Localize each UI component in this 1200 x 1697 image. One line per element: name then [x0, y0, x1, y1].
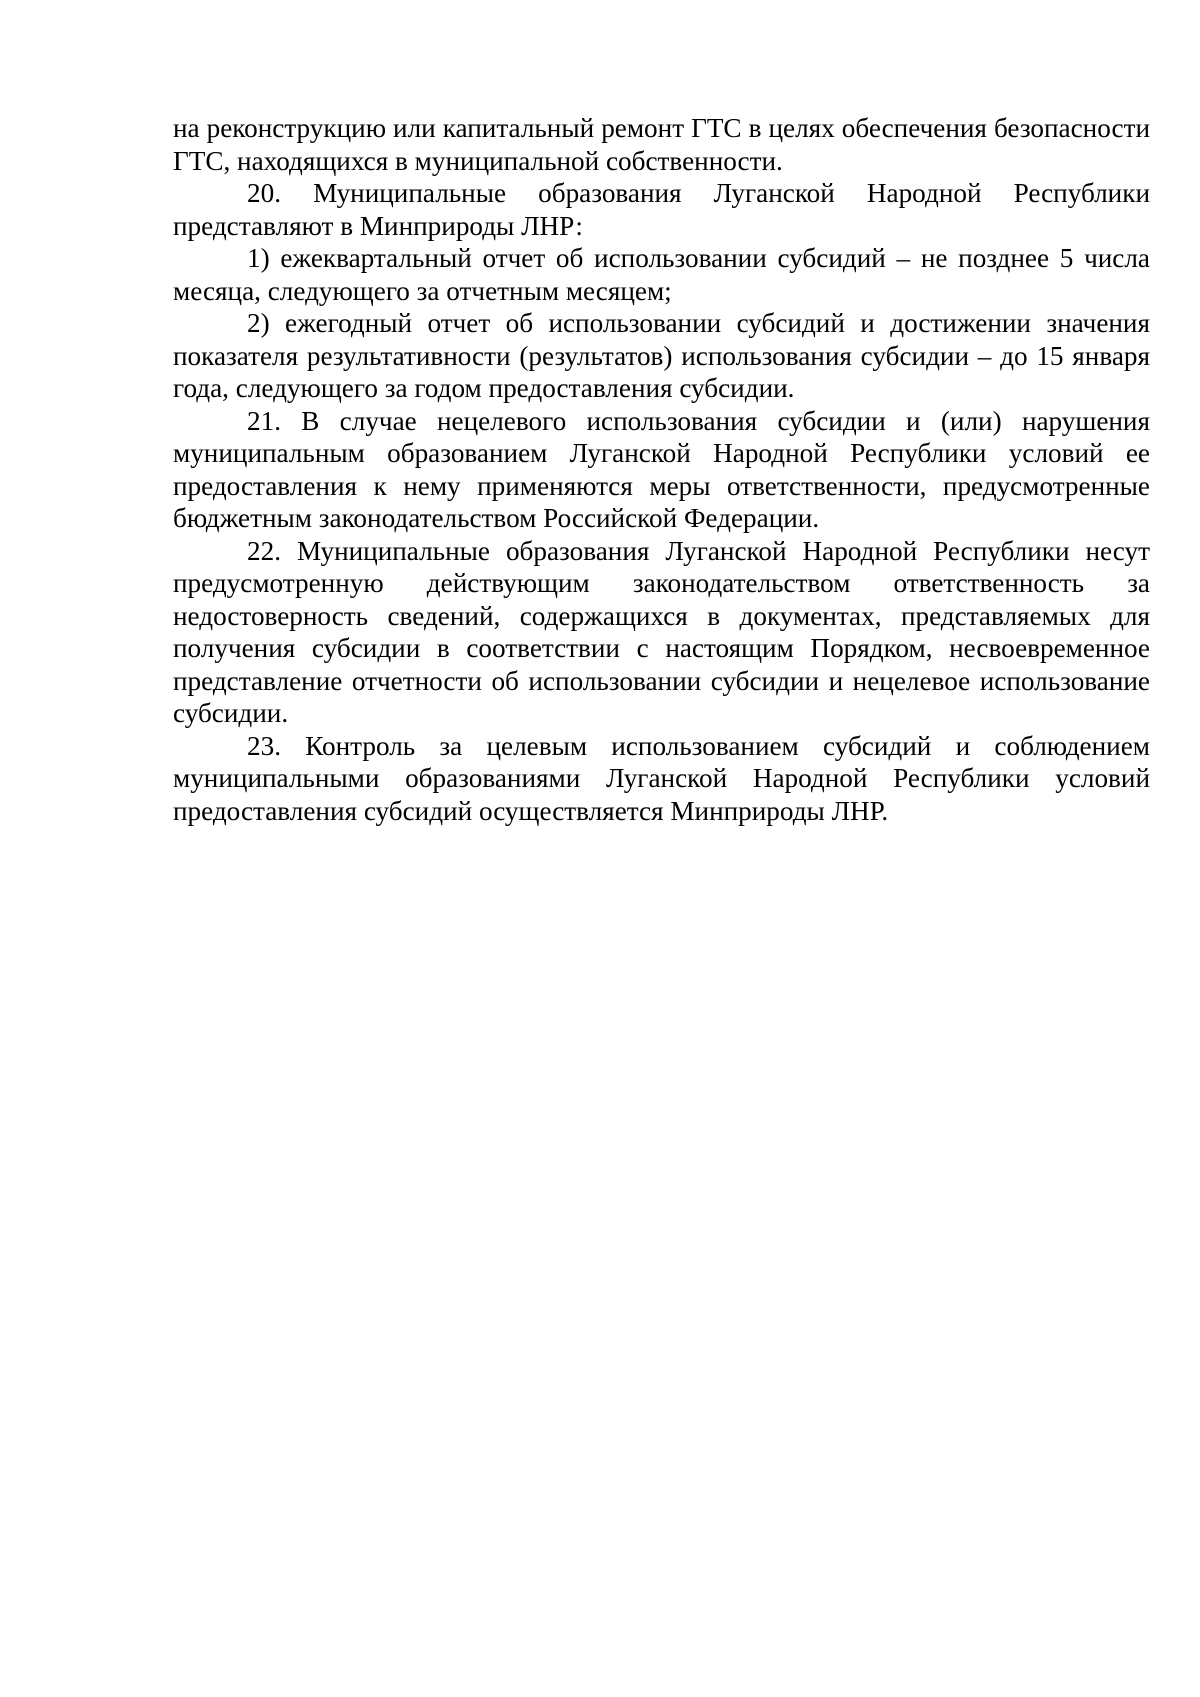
paragraph-continuation: на реконструкцию или капитальный ремонт ГТС в целях обеспечения безопасности ГТС, находящихся в муниципальной собственности. [173, 113, 1150, 176]
paragraph-item-20-1: 1) ежеквартальный отчет об использовании субсидий – не позднее 5 числа месяца, следующего за отчетным месяцем; [173, 243, 1150, 306]
paragraph-item-22: 22. Муниципальные образования Луганской Народной Республики несут предусмотренную действующим законодательством ответственность за недостоверность сведений, содержащихся в документах, представляемых для получения субсидии в соответствии с настоящим Порядком, несвоевременное представление отчетности об использовании субсидии и нецелевое использование субсидии. [173, 535, 1150, 728]
document-body [173, 112, 1150, 827]
paragraph-item-21: 21. В случае нецелевого использования субсидии и (или) нарушения муниципальным образованием Луганской Народной Республики условий ее предоставления к нему применяются меры ответственности, предусмотренные бюджетным законодательством Российской Федерации. [173, 405, 1150, 533]
paragraph-item-20: 20. Муниципальные образования Луганской Народной Республики представляют в Минприроды ЛНР: [173, 178, 1150, 241]
paragraph-item-23: 23. Контроль за целевым использованием субсидий и соблюдением муниципальными образованиями Луганской Народной Республики условий предоставления субсидий осуществляется Минприроды ЛНР. [173, 730, 1150, 826]
paragraph-item-20-2: 2) ежегодный отчет об использовании субсидий и достижении значения показателя результативности (результатов) использования субсидии – до 15 января года, следующего за годом предоставления субсидии. [173, 308, 1150, 403]
